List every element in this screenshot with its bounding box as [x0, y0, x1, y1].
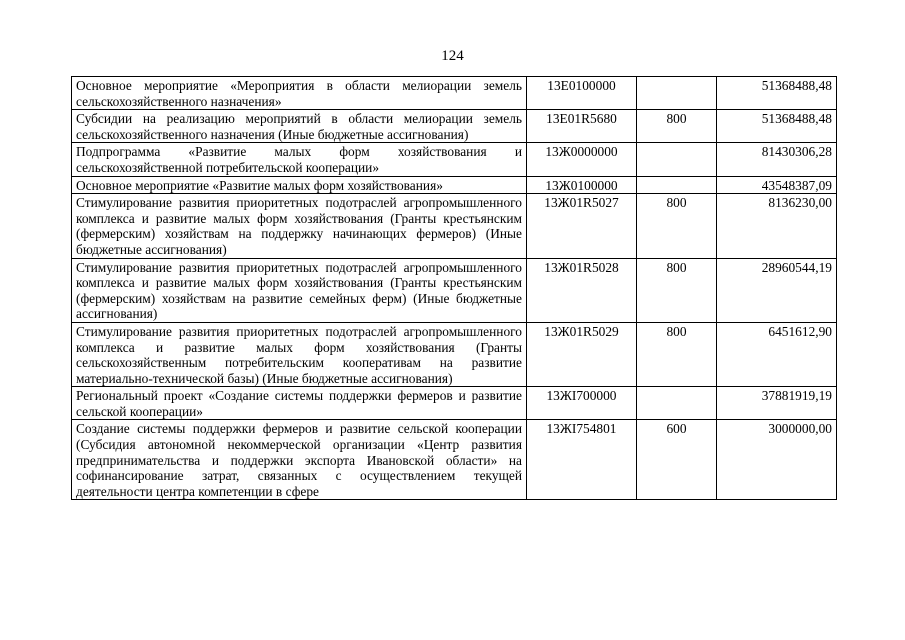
row-code-cell: 13Ж01R5028 [527, 258, 637, 322]
budget-table [71, 76, 837, 500]
row-type-cell [637, 176, 717, 194]
row-type-cell [637, 77, 717, 110]
row-name-cell: Стимулирование развития приоритетных подотраслей агропромышленного комплекса и развитие малых форм хозяйствования (Гранты крестьянским (фермерским) хозяйствам на поддержку начинающих фермеров) (Иные бюджетные ассигнования) [72, 194, 527, 258]
row-type-cell [637, 387, 717, 420]
row-sum-cell: 51368488,48 [717, 110, 837, 143]
row-sum-cell: 6451612,90 [717, 322, 837, 386]
row-type-cell [637, 143, 717, 176]
page-number: 124 [441, 48, 464, 64]
row-name-cell: Субсидии на реализацию мероприятий в области мелиорации земель сельскохозяйственного назначения (Иные бюджетные ассигнования) [72, 110, 527, 143]
row-code-cell: 13ЖI754801 [527, 420, 637, 500]
table-row [72, 258, 837, 322]
row-type-cell: 800 [637, 110, 717, 143]
row-sum-cell: 37881919,19 [717, 387, 837, 420]
row-name-cell: Стимулирование развития приоритетных подотраслей агропромышленного комплекса и развитие малых форм хозяйствования (Гранты крестьянским (фермерским) хозяйствам на развитие семейных ферм) (Иные бюджетные ассигнования) [72, 258, 527, 322]
row-code-cell: 13ЖI700000 [527, 387, 637, 420]
row-type-cell: 800 [637, 258, 717, 322]
row-type-cell: 800 [637, 322, 717, 386]
table-row [72, 420, 837, 500]
row-type-cell: 800 [637, 194, 717, 258]
row-code-cell: 13Ж01R5029 [527, 322, 637, 386]
row-code-cell: 13Ж0000000 [527, 143, 637, 176]
row-sum-cell: 43548387,09 [717, 176, 837, 194]
row-code-cell: 13Ж0100000 [527, 176, 637, 194]
table-row [72, 110, 837, 143]
table-row [72, 387, 837, 420]
row-name-cell: Стимулирование развития приоритетных подотраслей агропромышленного комплекса и развитие малых форм хозяйствования (Гранты сельскохозяйственным потребительским кооперативам на развитие материально-технической базы) (Иные бюджетные ассигнования) [72, 322, 527, 386]
row-type-cell: 600 [637, 420, 717, 500]
row-code-cell: 13Е01R5680 [527, 110, 637, 143]
row-sum-cell: 81430306,28 [717, 143, 837, 176]
row-sum-cell: 3000000,00 [717, 420, 837, 500]
table-row [72, 143, 837, 176]
row-code-cell: 13Ж01R5027 [527, 194, 637, 258]
row-name-cell: Основное мероприятие «Мероприятия в области мелиорации земель сельскохозяйственного назначения» [72, 77, 527, 110]
row-code-cell: 13Е0100000 [527, 77, 637, 110]
table-row [72, 194, 837, 258]
table-row [72, 176, 837, 194]
row-name-cell: Подпрограмма «Развитие малых форм хозяйствования и сельскохозяйственной потребительской кооперации» [72, 143, 527, 176]
row-name-cell: Создание системы поддержки фермеров и развитие сельской кооперации (Субсидия автономной некоммерческой организации «Центр развития предпринимательства и поддержки экспорта Ивановской области» на софинансирование затрат, связанных с осуществлением текущей деятельности центра компетенции в сфере [72, 420, 527, 500]
table-row [72, 77, 837, 110]
row-sum-cell: 8136230,00 [717, 194, 837, 258]
table-row [72, 322, 837, 386]
row-name-cell: Основное мероприятие «Развитие малых форм хозяйствования» [72, 176, 527, 194]
row-sum-cell: 28960544,19 [717, 258, 837, 322]
row-sum-cell: 51368488,48 [717, 77, 837, 110]
row-name-cell: Региональный проект «Создание системы поддержки фермеров и развитие сельской кооперации» [72, 387, 527, 420]
